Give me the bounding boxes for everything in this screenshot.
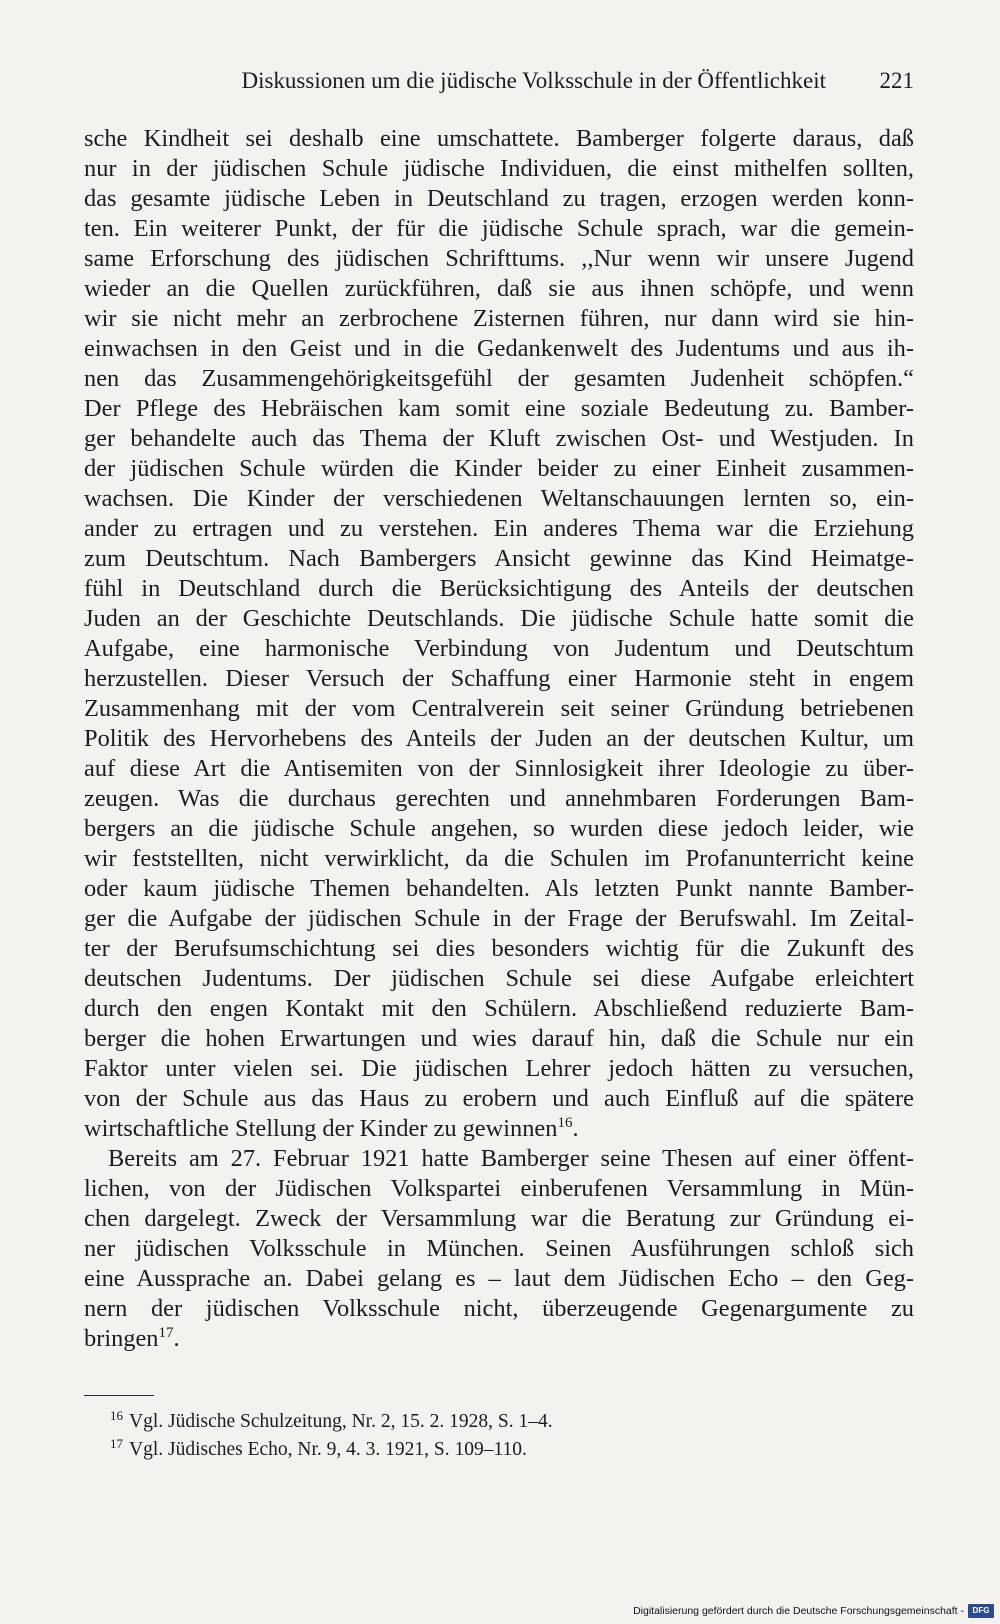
text-line: ger behandelte auch das Thema der Kluft zwischen Ost- und Westjuden. In	[84, 425, 914, 452]
text-line	[84, 1324, 914, 1354]
text-line: Juden an der Geschichte Deutschlands. Die jüdische Schule hatte somit die	[84, 605, 914, 632]
footnote-reference[interactable]: 16	[557, 1115, 573, 1131]
text-line: same Erforschung des jüdischen Schrifttums. ,,Nur wenn wir unsere Jugend	[84, 245, 914, 272]
footnote-text: Vgl. Jüdische Schulzeitung, Nr. 2, 15. 2. 1928, S. 1–4.	[129, 1411, 553, 1432]
dfg-logo-icon: DFG	[968, 1604, 994, 1618]
text-line: berger die hohen Erwartungen und wies darauf hin, daß die Schule nur ein	[84, 1025, 914, 1052]
text-line-content: wirtschaftliche Stellung der Kinder zu gewinnen	[84, 1115, 558, 1142]
text-line: chen dargelegt. Zweck der Versammlung war die Beratung zur Gründung ei-	[84, 1205, 914, 1232]
text-line: herzustellen. Dieser Versuch der Schaffung einer Harmonie steht in engem	[84, 665, 914, 692]
text-line: nen das Zusammengehörigkeitsgefühl der gesamten Judenheit schöpfen.“	[84, 365, 914, 392]
funding-notice	[633, 1602, 994, 1620]
text-line: Politik des Hervorhebens des Anteils der Juden an der deutschen Kultur, um	[84, 725, 914, 752]
footnote-number: 16	[110, 1408, 123, 1423]
text-line: wir feststellten, nicht verwirklicht, da die Schulen im Profanunterricht keine	[84, 845, 914, 872]
text-line: einwachsen in den Geist und in die Gedankenwelt des Judentums und aus ih-	[84, 335, 914, 362]
text-line: eine Aussprache an. Dabei gelang es – laut dem Jüdischen Echo – den Geg-	[84, 1265, 914, 1292]
text-line: bergers an die jüdische Schule angehen, so wurden diese jedoch leider, wie	[84, 815, 914, 842]
footnote-reference[interactable]: 17	[158, 1325, 174, 1341]
sentence-period: .	[572, 1115, 579, 1142]
text-line: ten. Ein weiterer Punkt, der für die jüdische Schule sprach, war die gemein-	[84, 215, 914, 242]
funding-notice-text: Digitalisierung gefördert durch die Deutsche Forschungsgemeinschaft -	[633, 1605, 964, 1617]
page-header	[84, 64, 914, 98]
text-line: fühl in Deutschland durch die Berücksichtigung des Anteils der deutschen	[84, 575, 914, 602]
footnote-number: 17	[110, 1436, 123, 1451]
text-line: Der Pflege des Hebräischen kam somit eine soziale Bedeutung zu. Bamber-	[84, 395, 914, 422]
text-line: wieder an die Quellen zurückführen, daß sie aus ihnen schöpfe, und wenn	[84, 275, 914, 302]
body-text	[84, 124, 914, 1354]
footnotes	[84, 1408, 914, 1464]
text-line: von der Schule aus das Haus zu erobern und auch Einfluß auf die spätere	[84, 1085, 914, 1112]
running-title: Diskussionen um die jüdische Volksschule in der Öffentlichkeit	[241, 68, 826, 93]
text-line: Aufgabe, eine harmonische Verbindung von Judentum und Deutschtum	[84, 635, 914, 662]
footnote-divider	[84, 1395, 154, 1396]
text-line: nern der jüdischen Volksschule nicht, überzeugende Gegenargumente zu	[84, 1295, 914, 1322]
text-line: Bereits am 27. Februar 1921 hatte Bamberger seine Thesen auf einer öffent-	[108, 1145, 914, 1172]
text-line: sche Kindheit sei deshalb eine umschattete. Bamberger folgerte daraus, daß	[84, 125, 914, 152]
text-line: Faktor unter vielen sei. Die jüdischen Lehrer jedoch hätten zu versuchen,	[84, 1055, 914, 1082]
text-line: ander zu ertragen und zu verstehen. Ein anderes Thema war die Erziehung	[84, 515, 914, 542]
text-line: wir sie nicht mehr an zerbrochene Zisternen führen, nur dann wird sie hin-	[84, 305, 914, 332]
footnote-text: Vgl. Jüdisches Echo, Nr. 9, 4. 3. 1921, S. 109–110.	[129, 1439, 527, 1460]
text-line: ner jüdischen Volksschule in München. Seinen Ausführungen schloß sich	[84, 1235, 914, 1262]
text-line: ter der Berufsumschichtung sei dies besonders wichtig für die Zukunft des	[84, 935, 914, 962]
text-line: lichen, von der Jüdischen Volkspartei einberufenen Versammlung in Mün-	[84, 1175, 914, 1202]
text-line: wachsen. Die Kinder der verschiedenen Weltanschauungen lernten so, ein-	[84, 485, 914, 512]
text-line: auf diese Art die Antisemiten von der Sinnlosigkeit ihrer Ideologie zu über-	[84, 755, 914, 782]
text-line-content: bringen	[84, 1325, 159, 1352]
text-line: der jüdischen Schule würden die Kinder beider zu einer Einheit zusammen-	[84, 455, 914, 482]
text-line: durch den engen Kontakt mit den Schülern. Abschließend reduzierte Bam-	[84, 995, 914, 1022]
text-line: ger die Aufgabe der jüdischen Schule in der Frage der Berufswahl. Im Zeital-	[84, 905, 914, 932]
text-line: das gesamte jüdische Leben in Deutschland zu tragen, erzogen werden konn-	[84, 185, 914, 212]
text-line: oder kaum jüdische Themen behandelten. Als letzten Punkt nannte Bamber-	[84, 875, 914, 902]
footnote-16	[84, 1408, 914, 1436]
sentence-period: .	[173, 1325, 180, 1352]
footnote-17	[84, 1436, 914, 1464]
text-line: zeugen. Was die durchaus gerechten und annehmbaren Forderungen Bam-	[84, 785, 914, 812]
text-line: zum Deutschtum. Nach Bambergers Ansicht gewinne das Kind Heimatge-	[84, 545, 914, 572]
text-line: deutschen Judentums. Der jüdischen Schule sei diese Aufgabe erleichtert	[84, 965, 914, 992]
text-line	[84, 1114, 914, 1144]
text-line: Zusammenhang mit der vom Centralverein seit seiner Gründung betriebenen	[84, 695, 914, 722]
text-line: nur in der jüdischen Schule jüdische Individuen, die einst mithelfen sollten,	[84, 155, 914, 182]
page-number: 221	[879, 68, 914, 93]
